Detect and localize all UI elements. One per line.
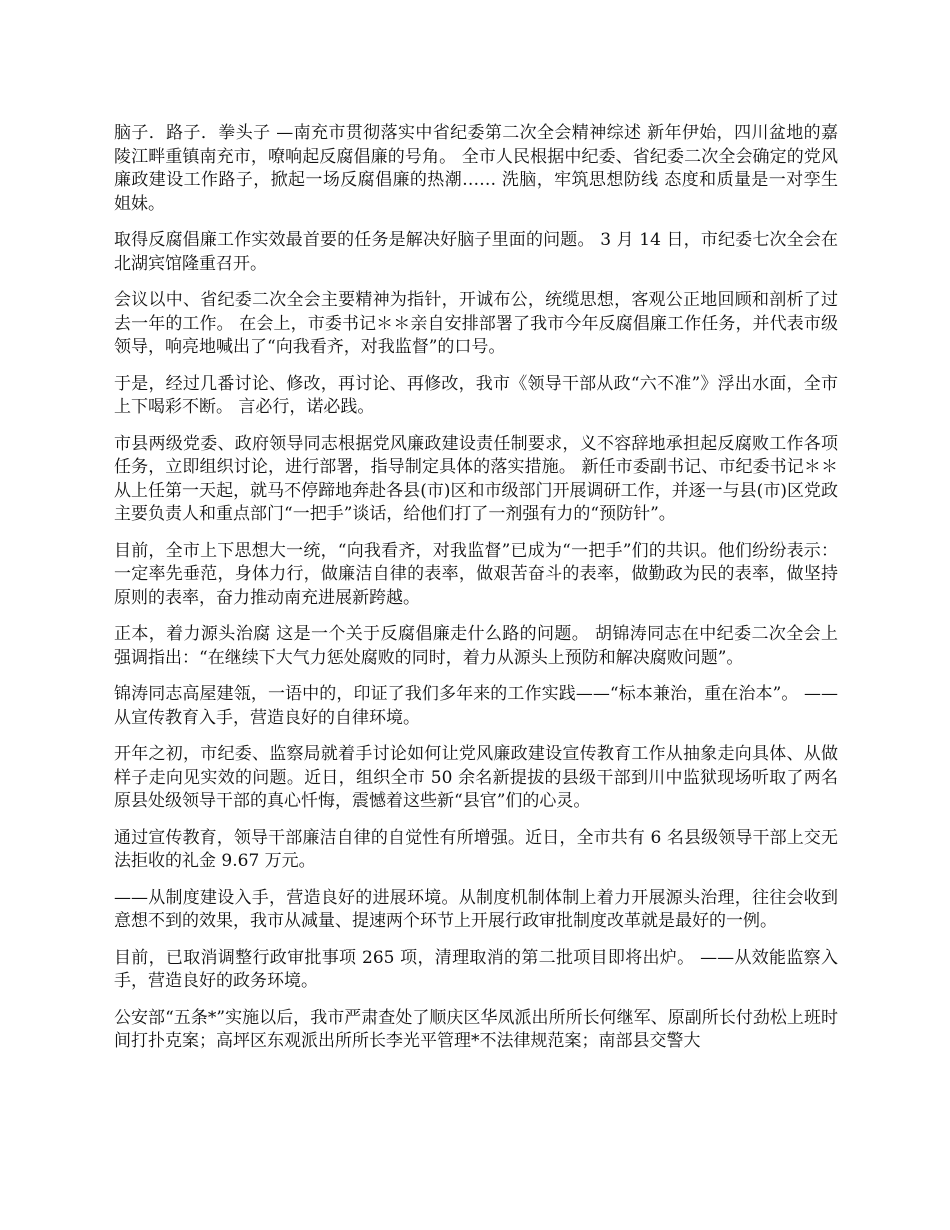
paragraph-six-rules: 于是，经过几番讨论、修改，再讨论、再修改，我市《领导干部从政“六不准”》浮出水面，全市上下喝彩不断。 言必行，诺必践。 [114, 373, 838, 417]
paragraph-source-governance: 正本，着力源头治腐 这是一个关于反腐倡廉走什么路的问题。 胡锦涛同志在中纪委二次全会上强调指出：“在继续下大气力惩处腐败的同时，着力从源头上预防和解决腐败问题”。 [114, 624, 838, 668]
paragraph-approval-reform: 目前，已取消调整行政审批事项 265 项，清理取消的第二批项目即将出炉。 ——从效能监察入手，营造良好的政务环境。 [114, 947, 838, 991]
paragraph-education-result: 通过宣传教育，领导干部廉洁自律的自觉性有所增强。近日，全市共有 6 名县级领导干部上交无法拒收的礼金 9.67 万元。 [114, 827, 838, 871]
paragraph-meeting-content: 会议以中、省纪委二次全会主要精神为指针，开诚布公，统缆思想，客观公正地回顾和剖析了过去一年的工作。 在会上，市委书记＊＊亲自安排部署了我市今年反腐倡廉工作任务，并代表市级领导，响亮地喊出了“向我看齐，对我监督”的口号。 [114, 290, 838, 357]
paragraph-system-building: ——从制度建设入手，营造良好的进展环境。从制度机制体制上着力开展源头治理，往往会收到意想不到的效果，我市从减量、提速两个环节上开展行政审批制度改革就是最好的一例。 [114, 887, 838, 931]
paragraph-education-intro: 锦涛同志高屋建瓴，一语中的，印证了我们多年来的工作实践——“标本兼治，重在治本”。 ——从宣传教育入手，营造良好的自律环境。 [114, 684, 838, 728]
document-body [114, 122, 838, 1067]
paragraph-meeting-date: 取得反腐倡廉工作实效最首要的任务是解决好脑子里面的问题。 3 月 14 日，市纪委七次全会在北湖宾馆隆重召开。 [114, 230, 838, 274]
paragraph-intro: 脑子．路子．拳头子 —南充市贯彻落实中省纪委第二次全会精神综述 新年伊始，四川盆地的嘉陵江畔重镇南充市，嘹响起反腐倡廉的号角。 全市人民根据中纪委、省纪委二次全会确定的党风廉政建设工作路子，掀起一场反腐倡廉的热潮…… 洗脑，牢筑思想防线 态度和质量是一对孪生姐妹。 [114, 123, 838, 214]
paragraph-leadership-duty: 市县两级党委、政府领导同志根据党风廉政建设责任制要求，义不容辞地承担起反腐败工作各项任务，立即组织讨论，进行部署，指导制定具体的落实措施。 新任市委副书记、市纪委书记＊＊从上任第一天起，就马不停蹄地奔赴各县(市)区和市级部门开展调研工作，并逐一与县(市)区党政主要负责人和重点部门“一把手”谈话，给他们打了一剂强有力的“预防针”。 [114, 433, 838, 524]
paragraph-police-cases: 公安部“五条*”实施以后，我市严肃查处了顺庆区华凤派出所所长何继军、原副所长付劲松上班时间打扑克案；高坪区东观派出所所长李光平管理*不法律规范案；南部县交警大 [114, 1007, 838, 1051]
paragraph-education-work: 开年之初，市纪委、监察局就着手讨论如何让党风廉政建设宣传教育工作从抽象走向具体、从做样子走向见实效的问题。近日，组织全市 50 余名新提拔的县级干部到川中监狱现场听取了两名原县处级领导干部的真心忏悔，震憾着这些新“县官”们的心灵。 [114, 744, 838, 811]
paragraph-consensus: 目前，全市上下思想大一统，“向我看齐，对我监督”已成为“一把手”们的共识。他们纷纷表示：一定率先垂范，身体力行，做廉洁自律的表率，做艰苦奋斗的表率，做勤政为民的表率，做坚持原则的表率，奋力推动南充进展新跨越。 [114, 540, 838, 608]
